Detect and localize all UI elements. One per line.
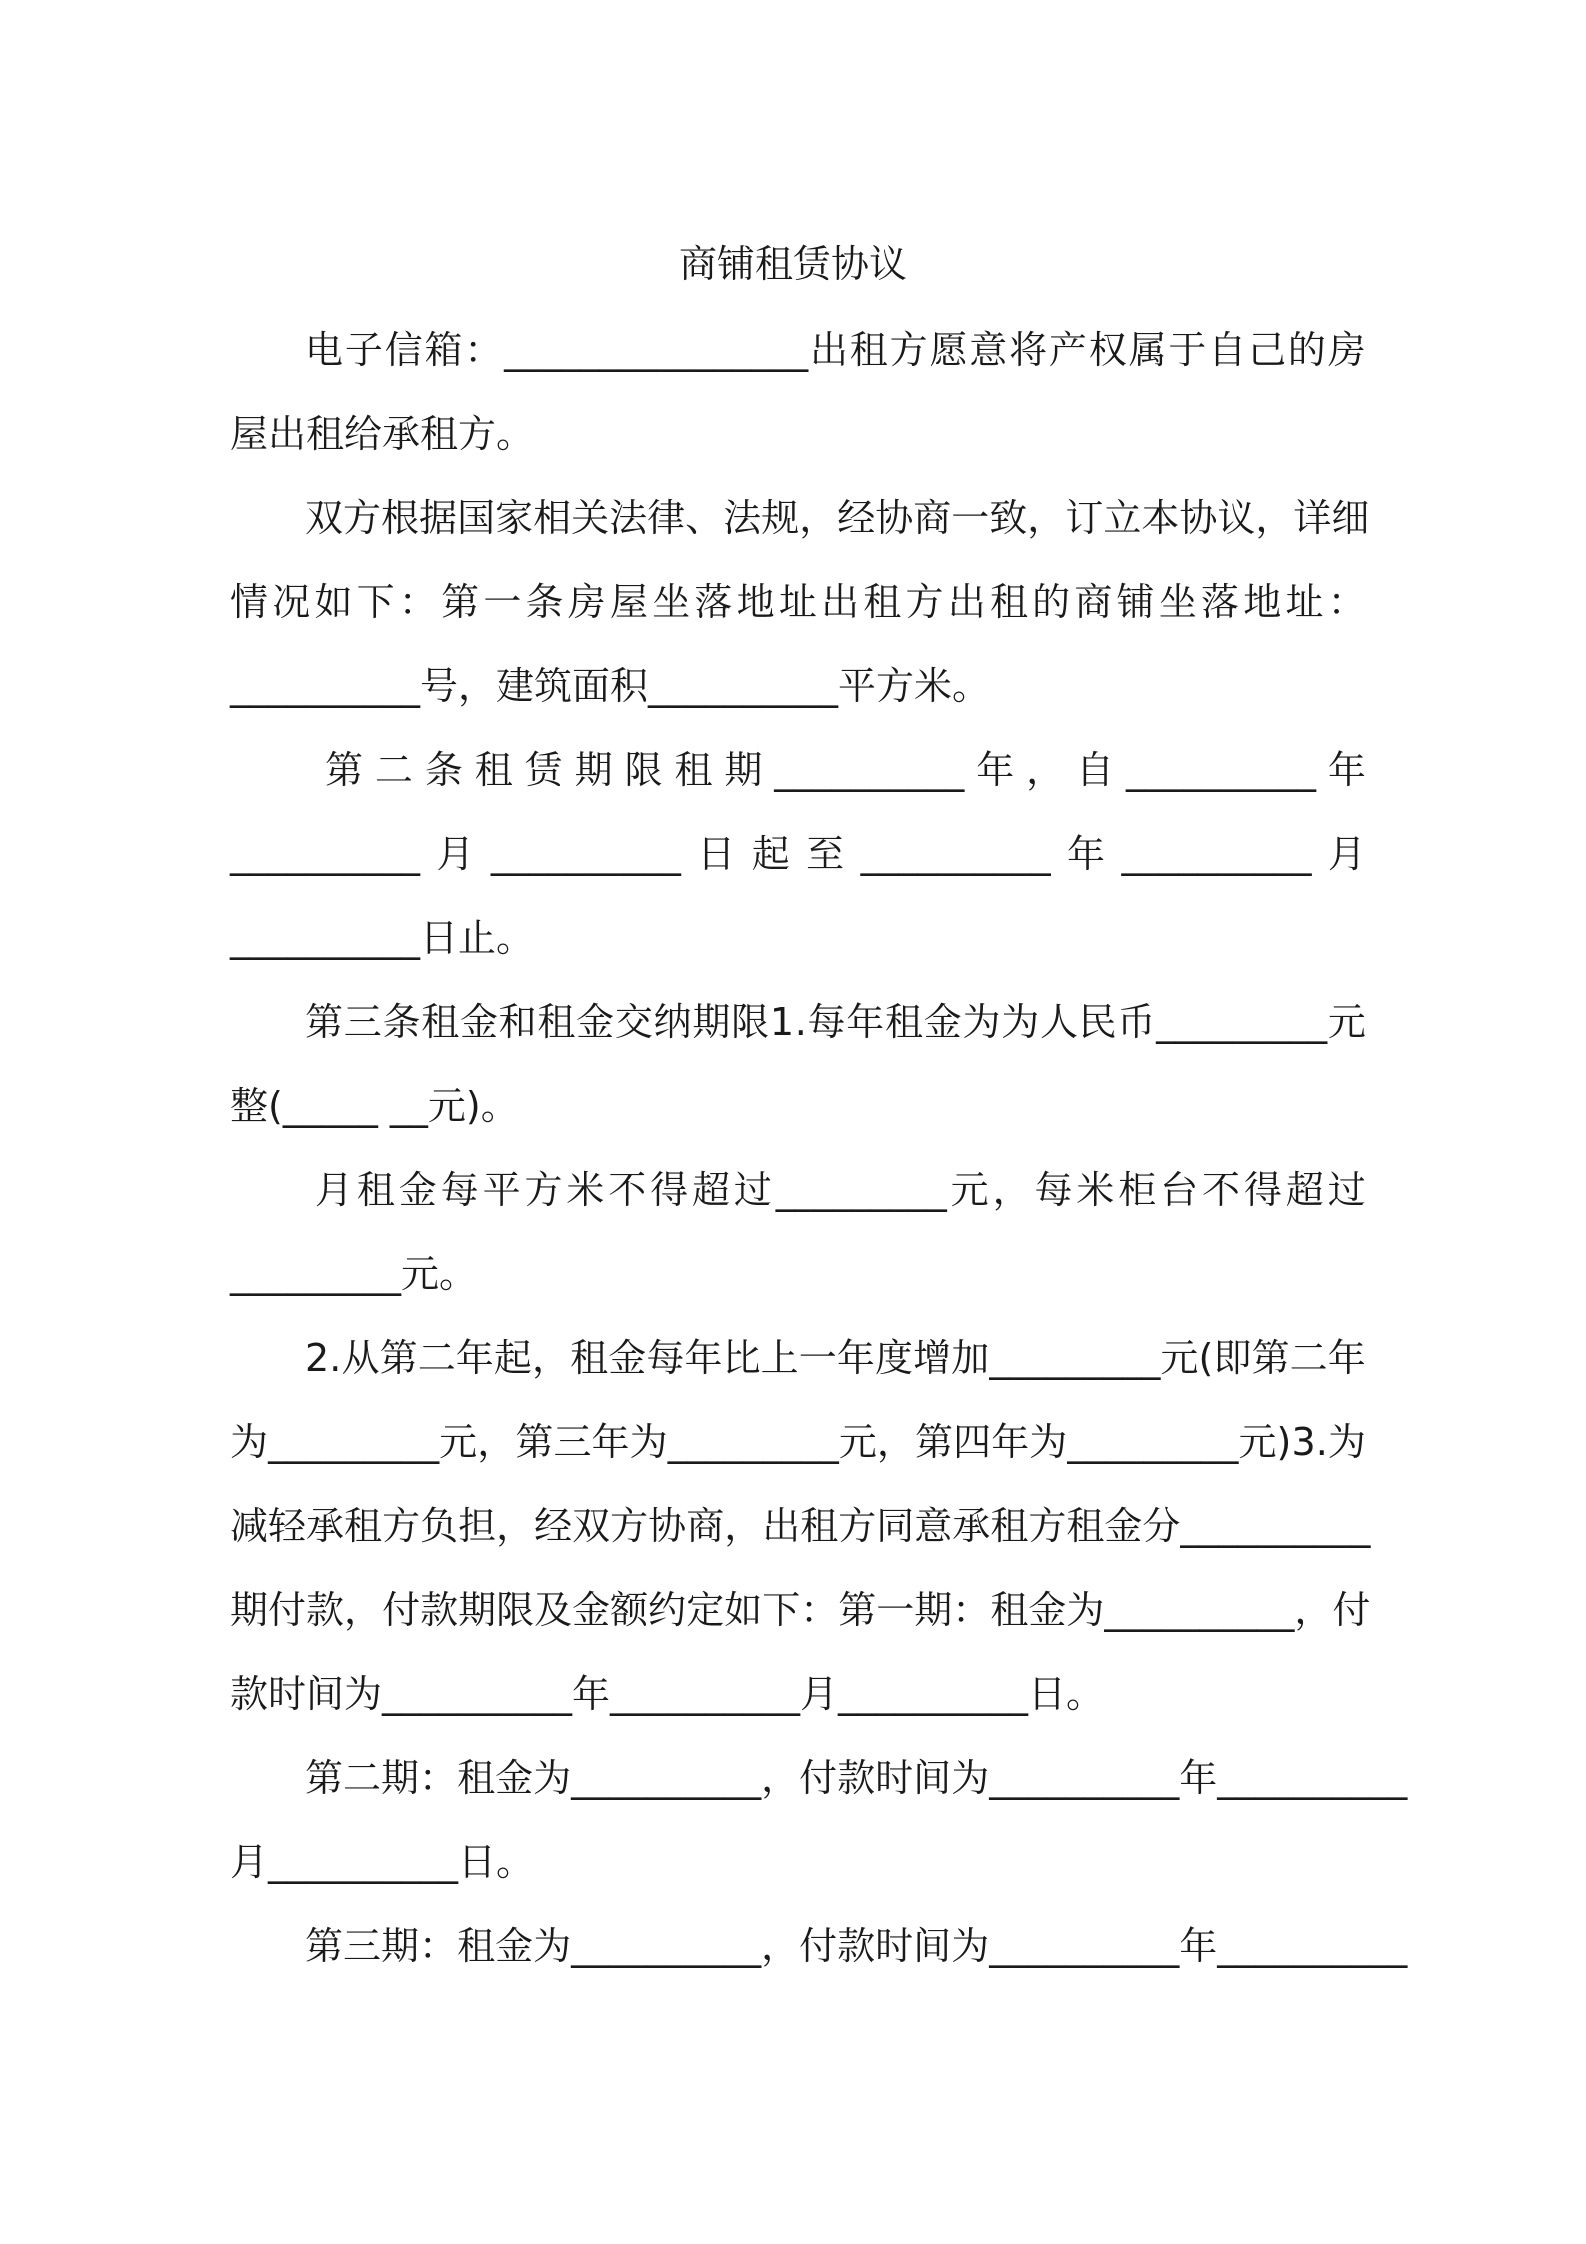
line-monthly-rent: 月 租 金 每 平 方 米 不 得 超 过 _________ 元 ， 每 米 柜 台 不 得 超 过 [315, 1168, 1366, 1212]
line-term-end: __________日止。 [230, 916, 535, 960]
document-title: 商铺租赁协议 [678, 242, 907, 286]
line-third-period: 第 三 期 ： 租 金 为 __________ ， 付 款 时 间 为 __________ 年 __________ [305, 1924, 1408, 1968]
line-installments: 减 轻 承 租 方 负 担 ， 经 双 方 协 商 ， 出 租 方 同 意 承 租 方 租 金 分 __________ [230, 1504, 1371, 1548]
line-email: 电 子 信 箱 ： ________________ 出 租 方 愿 意 将 产 权 属 于 自 己 的 房 [305, 328, 1366, 372]
line-article-3: 第 三 条 租 金 和 租 金 交 纳 期 限 1 . 每 年 租 金 为 为 人 民 币 _________ 元 [305, 1000, 1366, 1044]
line-article-1: 情 况 如 下 ： 第 一 条 房 屋 坐 落 地 址 出 租 方 出 租 的 商 铺 坐 落 地 址 ： [230, 580, 1366, 624]
line-first-period-date: 款时间为__________年__________月__________日。 [230, 1672, 1105, 1716]
line-rent-amount: 整(_____ __元)。 [230, 1084, 519, 1128]
line-first-period: 期 付 款 ， 付 款 期 限 及 金 额 约 定 如 下 ： 第 一 期 ： 租 金 为 __________ ， 付 [230, 1588, 1371, 1632]
line-second-period: 第 二 期 ： 租 金 为 __________ ， 付 款 时 间 为 __________ 年 __________ [305, 1756, 1408, 1800]
line-lessee: 屋出租给承租方。 [230, 412, 535, 456]
line-second-period-date: 月__________日。 [230, 1840, 535, 1884]
line-article-2: 第 二 条 租 赁 期 限 租 期 __________ 年 ， 自 __________ 年 [325, 748, 1366, 792]
line-yearly-rent: 为 _________ 元 ， 第 三 年 为 _________ 元 ， 第 四 年 为 _________ 元 ) 3 . 为 [230, 1420, 1366, 1464]
line-term-dates: __________ 月 __________ 日 起 至 __________ 年 __________ 月 [230, 832, 1366, 876]
line-rent-increase: 2 . 从 第 二 年 起 ， 租 金 每 年 比 上 一 年 度 增 加 _________ 元 ( 即 第 二 年 [305, 1336, 1366, 1380]
line-basis: 双 方 根 据 国 家 相 关 法 律 、 法 规 ， 经 协 商 一 致 ， 订 立 本 协 议 ， 详 细 [305, 496, 1370, 540]
line-address: __________号，建筑面积__________平方米。 [230, 664, 991, 708]
line-counter-rent: _________元。 [230, 1252, 478, 1296]
